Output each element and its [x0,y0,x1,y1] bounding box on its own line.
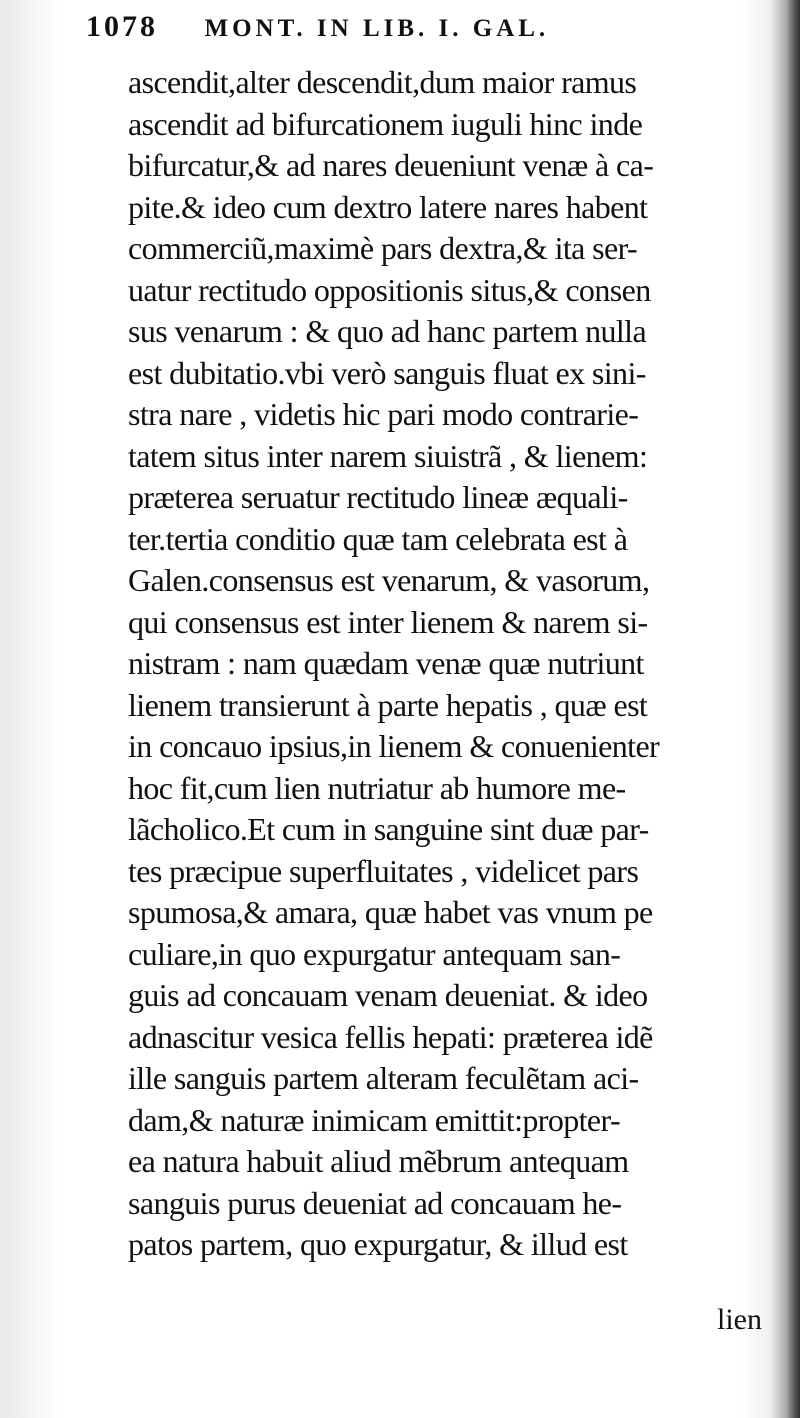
text-line: ille sanguis partem alteram feculẽtam aci- [128,1060,639,1096]
text-line: tes præcipue superfluitates , videlicet pars [128,852,639,889]
text-line: ascendit,alter descendit,dum maior ramus [128,64,637,100]
body-text [128,62,768,1266]
text-line: spumosa,& amara, quæ habet vas vnum pe [128,894,653,930]
text-line: ascendit ad bifurcationem iuguli hinc inde [128,105,643,142]
text-line: dam,& naturæ inimicam emittit:propter- [128,1101,620,1138]
text-line: pite.& ideo cum dextro latere nares habent [128,188,648,225]
text-line: stra nare , videtis hic pari modo contrarie- [128,396,639,432]
text-line: ter.tertia conditio quæ tam celebrata est à [128,520,628,557]
catchword: lien [717,1303,762,1336]
text-line: commerciũ,maximè pars dextra,& ita ser- [128,230,638,266]
running-head [86,10,786,58]
text-line: patos partem, quo expurgatur, & illud est [128,1226,628,1262]
page-edge-shadow [786,0,800,1418]
text-line: in concauo ipsius,in lienem & conuenienter [128,728,660,764]
text-line: lienem transierunt à parte hepatis , quæ est [128,686,648,723]
text-line: hoc fit,cum lien nutriatur ab humore me- [128,769,626,806]
text-line: culiare,in quo expurgatur antequam san- [128,935,621,972]
text-line: ea natura habuit aliud mẽbrum antequam [128,1143,629,1179]
text-line: qui consensus est inter lienem & narem si- [128,603,648,640]
text-line: guis ad concauam venam deueniat. & ideo [128,977,648,1013]
running-title: MONT. IN LIB. I. GAL. [204,15,550,42]
text-line: præterea seruatur rectitudo lineæ æquali- [128,479,628,515]
text-line: uatur rectitudo oppositionis situs,& consen [128,271,651,308]
text-line: sanguis purus deueniat ad concauam he- [128,1184,622,1221]
text-line: adnascitur vesica fellis hepati: præterea idẽ [128,1018,653,1055]
text-line: lãcholico.Et cum in sanguine sint duæ par- [128,811,649,847]
text-line: Galen.consensus est venarum, & vasorum, [128,562,650,598]
text-line: est dubitatio.vbi verò sanguis fluat ex sini- [128,354,646,391]
text-line: bifurcatur,& ad nares deueniunt venæ à ca- [128,147,654,183]
page-number: 1078 [86,10,158,43]
text-line: tatem situs inter narem siuistrã , & lienem: [128,437,648,474]
text-line: nistram : nam quædam venæ quæ nutriunt [128,645,644,681]
text-line: sus venarum : & quo ad hanc partem nulla [128,313,647,349]
